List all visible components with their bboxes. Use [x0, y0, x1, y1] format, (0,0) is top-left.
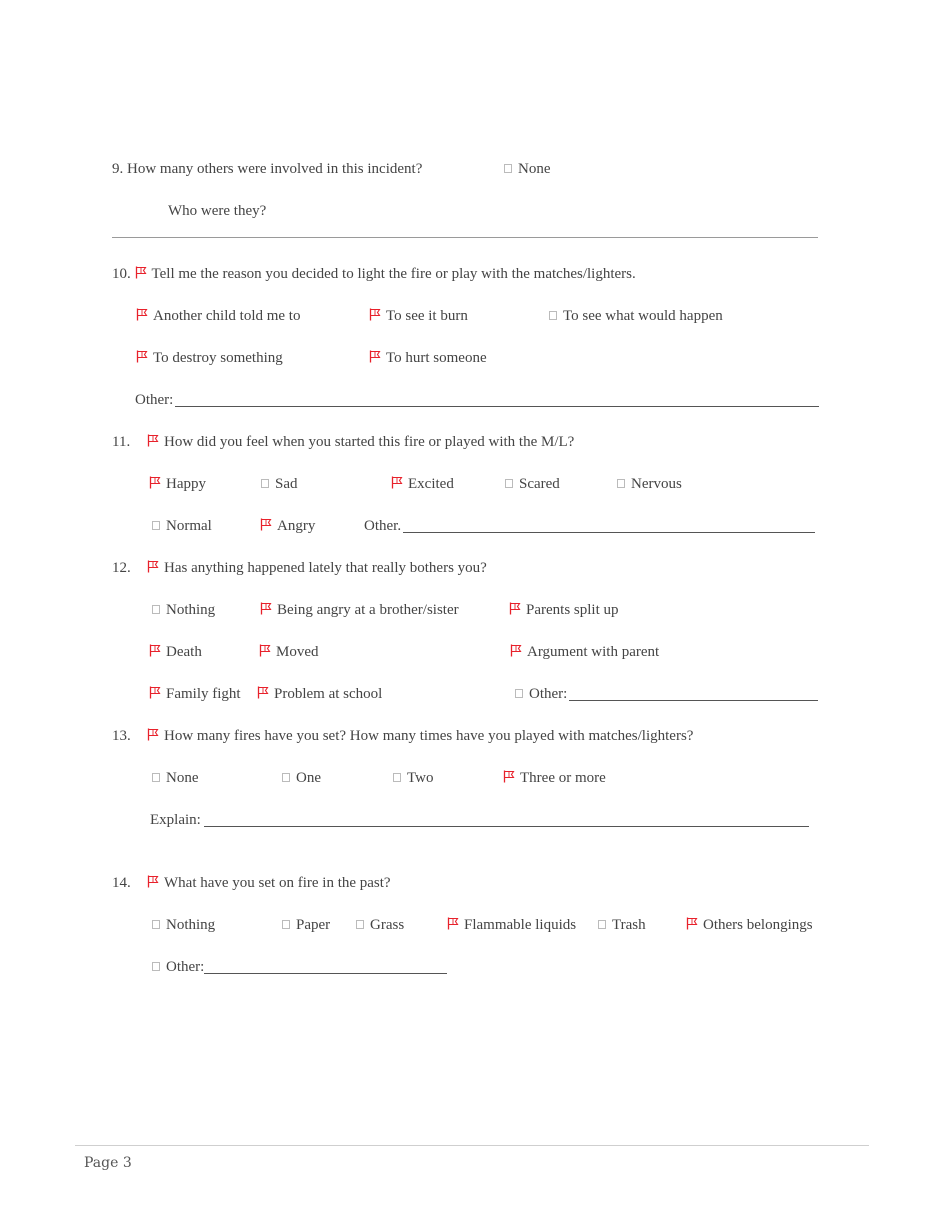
checkbox-icon[interactable] [152, 521, 160, 530]
checkbox-icon[interactable] [617, 479, 625, 488]
q11-option-happy[interactable]: Happy [149, 475, 206, 494]
red-flag-icon [509, 602, 521, 620]
checkbox-icon[interactable] [261, 479, 269, 488]
checkbox-icon[interactable] [549, 311, 557, 320]
q14-number: 14. [112, 875, 131, 891]
q13-explain-line[interactable] [204, 826, 809, 827]
checkbox-icon[interactable] [282, 773, 290, 782]
q9-who-label: Who were they? [168, 203, 267, 219]
q14-option-flammable-liquids[interactable]: Flammable liquids [447, 916, 576, 935]
q13-question-row [147, 727, 693, 746]
red-flag-icon [260, 602, 272, 620]
q10-other-line[interactable] [175, 406, 819, 407]
q11-number: 11. [112, 434, 131, 450]
footer-divider [75, 1145, 869, 1146]
q10-question: Tell me the reason you decided to light the fire or play with the matches/lighters. [151, 266, 636, 282]
q11-option-sad[interactable]: Sad [261, 475, 298, 493]
red-flag-icon [369, 350, 381, 368]
q14-option-trash[interactable]: Trash [598, 916, 646, 934]
red-flag-icon [259, 644, 271, 662]
q14-option-other[interactable]: Other: [152, 958, 204, 976]
q12-option-other[interactable]: Other: [515, 685, 567, 703]
q10-option-destroy[interactable]: To destroy something [136, 349, 283, 368]
q10-option-see-it-burn[interactable]: To see it burn [369, 307, 468, 326]
red-flag-icon [149, 644, 161, 662]
q10-other-label: Other: [135, 392, 174, 408]
red-flag-icon [147, 560, 159, 578]
q14-option-others-belongings[interactable]: Others belongings [686, 916, 813, 935]
q12-option-argument[interactable]: Argument with parent [510, 643, 659, 662]
q11-option-excited[interactable]: Excited [391, 475, 454, 494]
red-flag-icon [135, 266, 147, 284]
q11-question-row [147, 433, 574, 452]
checkbox-icon[interactable] [505, 479, 513, 488]
checkbox-icon[interactable] [152, 605, 160, 614]
q12-question-row [147, 559, 487, 578]
q9-answer-line[interactable] [112, 237, 818, 238]
checkbox-icon[interactable] [152, 920, 160, 929]
q11-option-normal[interactable]: Normal [152, 517, 212, 535]
q13-option-none[interactable]: None [152, 769, 199, 787]
red-flag-icon [447, 917, 459, 935]
red-flag-icon [149, 686, 161, 704]
red-flag-icon [147, 728, 159, 746]
q10-option-another-child[interactable]: Another child told me to [136, 307, 300, 326]
checkbox-icon[interactable] [393, 773, 401, 782]
q12-option-moved[interactable]: Moved [259, 643, 319, 662]
q13-option-three-or-more[interactable]: Three or more [503, 769, 606, 788]
red-flag-icon [147, 875, 159, 893]
checkbox-icon[interactable] [598, 920, 606, 929]
red-flag-icon [510, 644, 522, 662]
q13-option-two[interactable]: Two [393, 769, 433, 787]
red-flag-icon [686, 917, 698, 935]
checkbox-icon[interactable] [504, 164, 512, 173]
red-flag-icon [257, 686, 269, 704]
red-flag-icon [369, 308, 381, 326]
checkbox-icon[interactable] [282, 920, 290, 929]
checkbox-icon[interactable] [152, 773, 160, 782]
q12-option-death[interactable]: Death [149, 643, 202, 662]
red-flag-icon [147, 434, 159, 452]
q13-option-one[interactable]: One [282, 769, 321, 787]
red-flag-icon [391, 476, 403, 494]
q11-question: How did you feel when you started this fire or played with the M/L? [164, 434, 575, 450]
q11-option-scared[interactable]: Scared [505, 475, 560, 493]
q11-other-line[interactable] [403, 532, 815, 533]
q11-option-angry[interactable]: Angry [260, 517, 315, 536]
q13-number: 13. [112, 728, 131, 744]
q10-question-row: 10. Tell me the reason you decided to light the fire or play with the matches/lighters. [112, 266, 636, 282]
red-flag-icon [149, 476, 161, 494]
q10-option-see-what-happens[interactable]: To see what would happen [549, 307, 723, 325]
q12-option-nothing[interactable]: Nothing [152, 601, 215, 619]
q10-option-hurt[interactable]: To hurt someone [369, 349, 487, 368]
q11-option-nervous[interactable]: Nervous [617, 475, 682, 493]
checkbox-icon[interactable] [356, 920, 364, 929]
q12-option-school[interactable]: Problem at school [257, 685, 382, 704]
checkbox-icon[interactable] [515, 689, 523, 698]
q13-question: How many fires have you set? How many times have you played with matches/lighters? [164, 728, 694, 744]
checkbox-icon[interactable] [152, 962, 160, 971]
q9-option-none[interactable]: None [504, 160, 551, 178]
q11-other-label: Other. [364, 518, 402, 534]
page-number: Page 3 [84, 1155, 132, 1171]
q12-option-parents-split[interactable]: Parents split up [509, 601, 619, 620]
q14-other-line[interactable] [204, 973, 447, 974]
red-flag-icon [136, 308, 148, 326]
q12-option-angry-sibling[interactable]: Being angry at a brother/sister [260, 601, 459, 620]
red-flag-icon [136, 350, 148, 368]
q14-option-nothing[interactable]: Nothing [152, 916, 215, 934]
q14-question: What have you set on fire in the past? [164, 875, 391, 891]
q13-explain-label: Explain: [150, 812, 201, 828]
q12-other-line[interactable] [569, 700, 818, 701]
q14-option-grass[interactable]: Grass [356, 916, 404, 934]
q14-option-paper[interactable]: Paper [282, 916, 330, 934]
q12-option-family-fight[interactable]: Family fight [149, 685, 241, 704]
q14-question-row [147, 874, 391, 893]
red-flag-icon [260, 518, 272, 536]
q12-question: Has anything happened lately that really bothers you? [164, 560, 487, 576]
red-flag-icon [503, 770, 515, 788]
q9-question: 9. How many others were involved in this incident? [112, 161, 423, 177]
q12-number: 12. [112, 560, 131, 576]
